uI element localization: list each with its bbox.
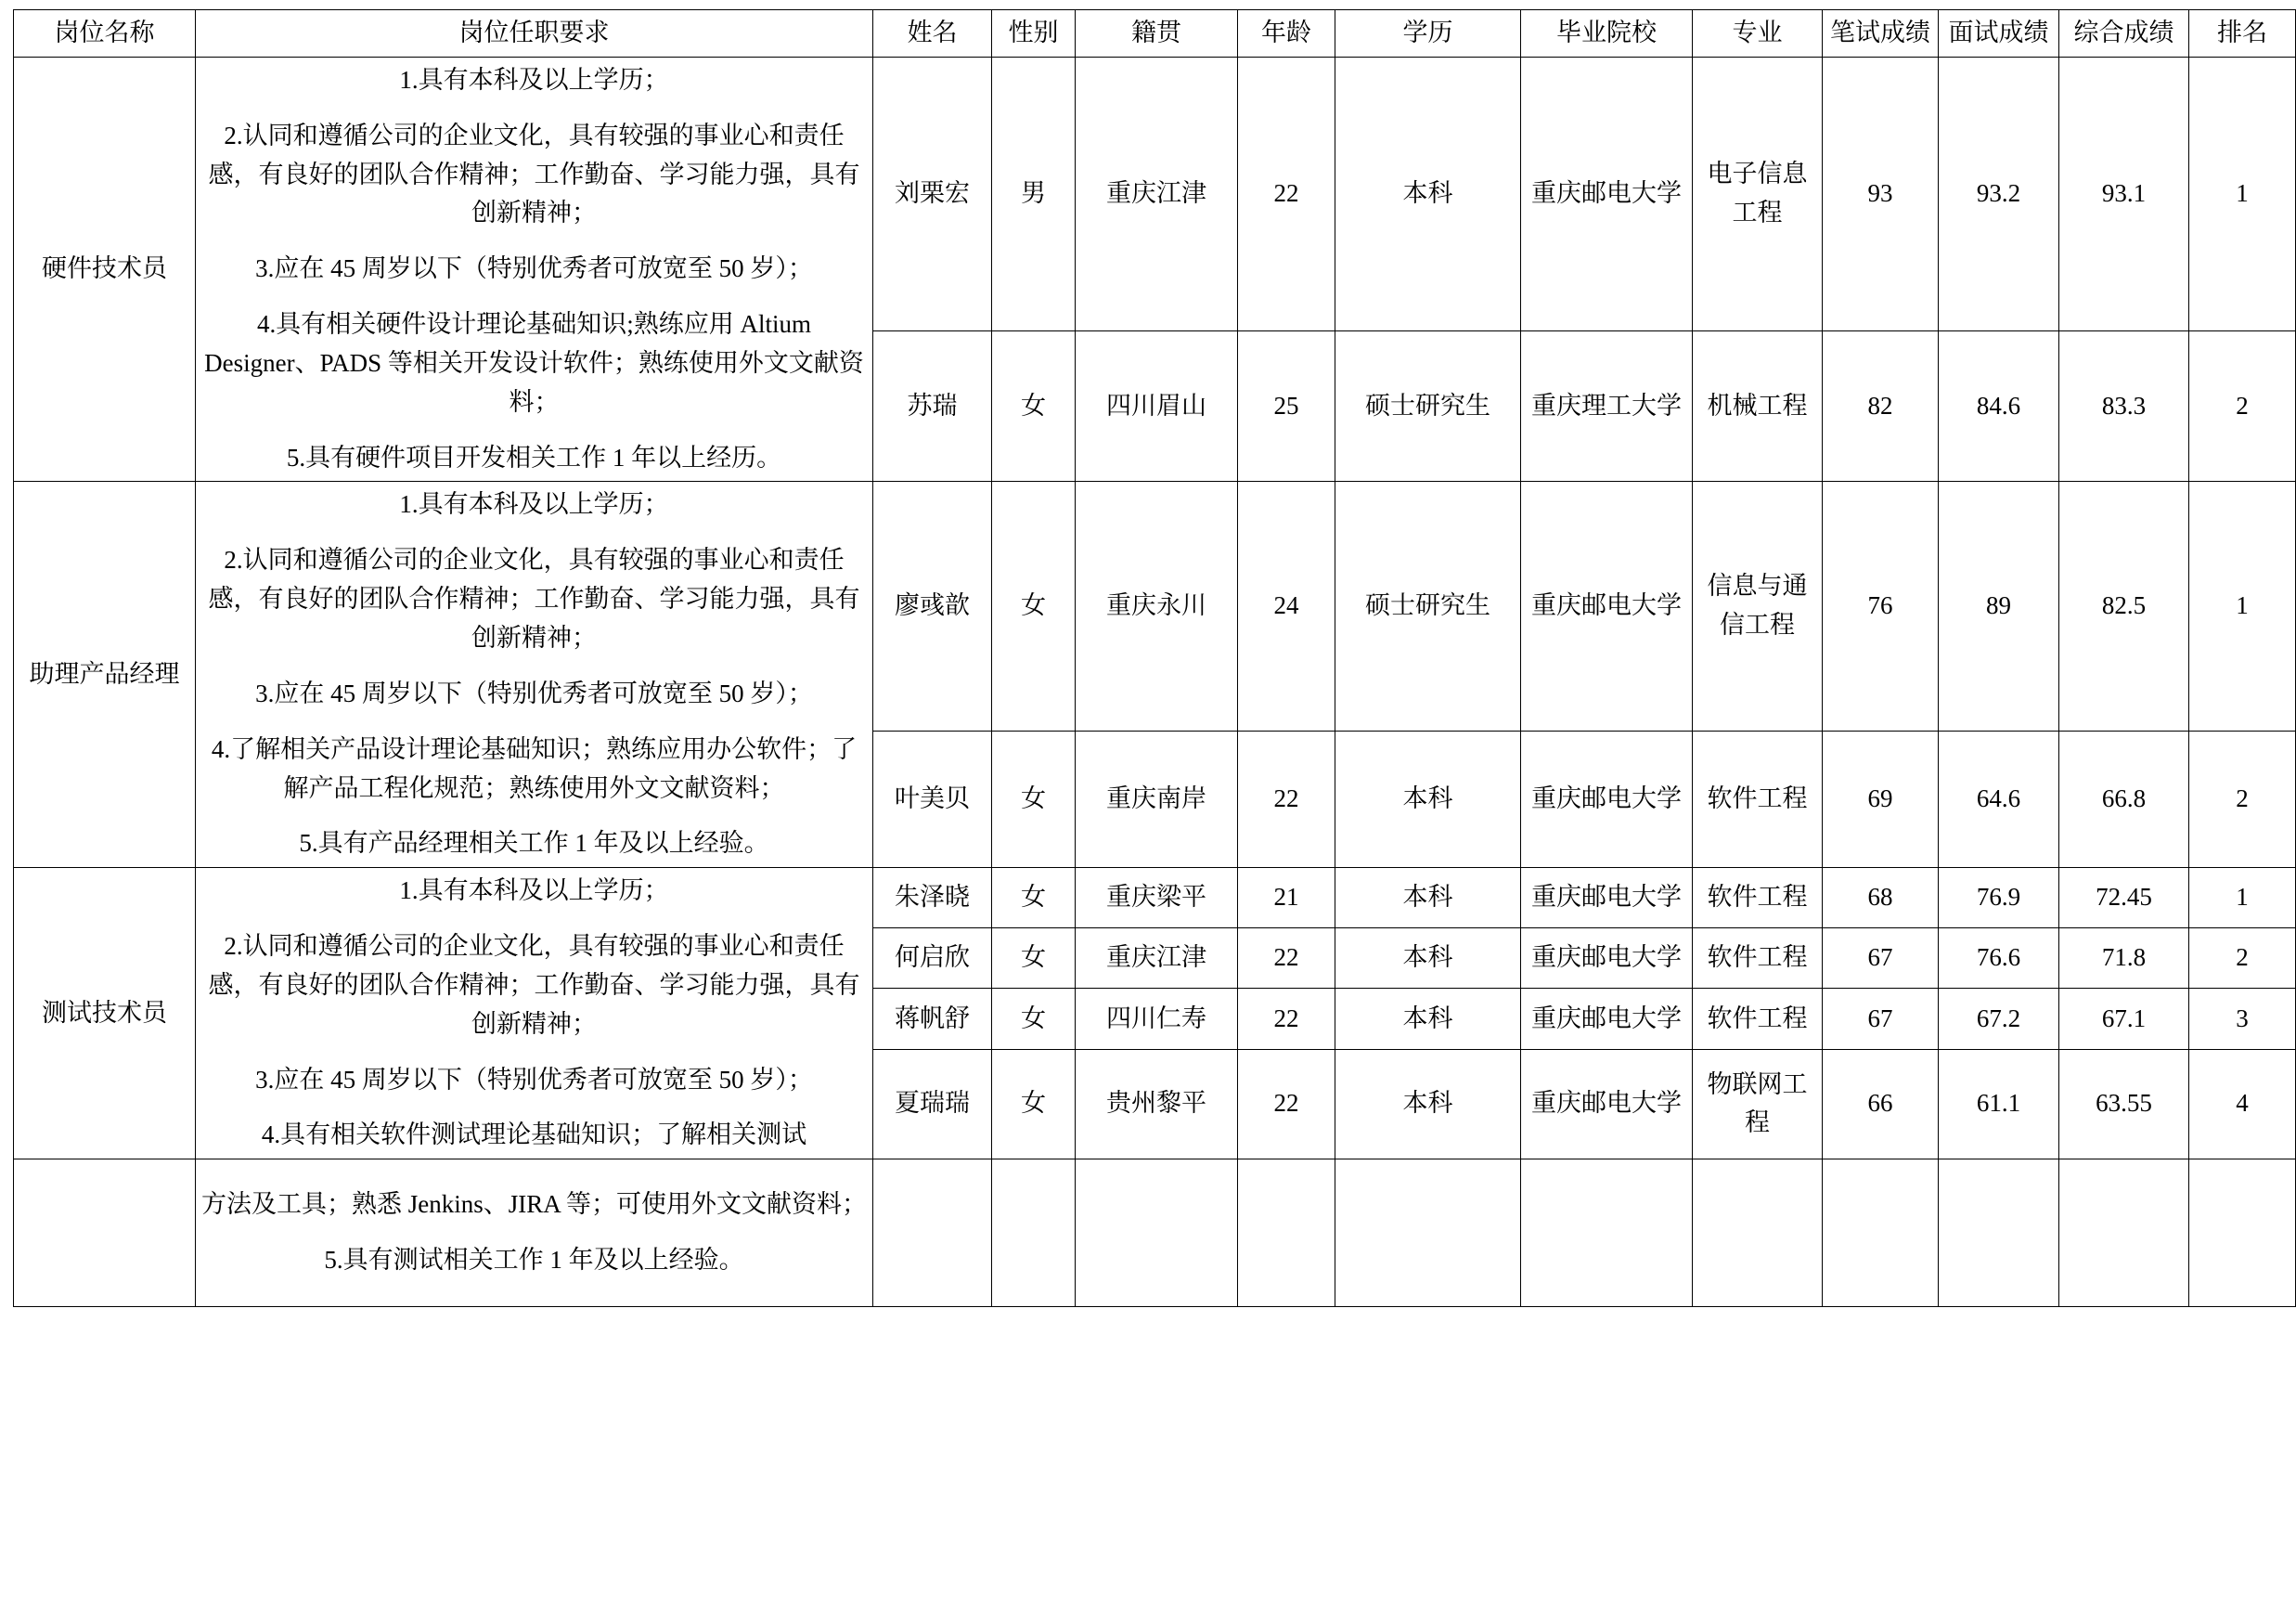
candidate-written-score: 68 <box>1823 868 1939 928</box>
candidate-school: 重庆邮电大学 <box>1521 989 1693 1049</box>
requirement-item: 5.具有测试相关工作 1 年及以上经验。 <box>324 1246 744 1275</box>
requirement-item: 4.具有相关软件测试理论基础知识；了解相关测试 <box>261 1120 807 1149</box>
candidate-rank: 1 <box>2189 482 2296 731</box>
header-age: 年龄 <box>1238 10 1335 58</box>
candidate-school: 重庆邮电大学 <box>1521 1049 1693 1159</box>
candidate-major: 信息与通信工程 <box>1693 482 1823 731</box>
requirements-cell <box>196 482 873 868</box>
header-post-name: 岗位名称 <box>14 10 196 58</box>
candidate-name: 朱泽晓 <box>873 868 992 928</box>
requirement-item: 1.具有本科及以上学历； <box>399 65 669 94</box>
candidate-name: 夏瑞瑞 <box>873 1049 992 1159</box>
candidate-interview-score: 61.1 <box>1939 1049 2059 1159</box>
candidate-interview-score: 84.6 <box>1939 331 2059 482</box>
candidate-education: 硕士研究生 <box>1335 331 1521 482</box>
candidate-interview-score <box>1939 1159 2059 1307</box>
requirement-item: 4.具有相关硬件设计理论基础知识;熟练应用 Altium Designer、PADS 等相关开发设计软件；熟练使用外文文献资料； <box>204 310 864 416</box>
candidate-total-score: 67.1 <box>2059 989 2189 1049</box>
candidate-written-score: 67 <box>1823 989 1939 1049</box>
candidate-age: 24 <box>1238 482 1335 731</box>
requirements-cell <box>196 868 873 1159</box>
candidate-school <box>1521 1159 1693 1307</box>
candidate-written-score: 69 <box>1823 731 1939 867</box>
candidate-rank: 2 <box>2189 928 2296 989</box>
candidate-written-score: 76 <box>1823 482 1939 731</box>
candidate-gender: 女 <box>992 868 1076 928</box>
candidate-name <box>873 1159 992 1307</box>
requirement-item: 3.应在 45 周岁以下（特别优秀者可放宽至 50 岁）； <box>255 1065 813 1094</box>
candidate-school: 重庆邮电大学 <box>1521 868 1693 928</box>
candidate-education: 硕士研究生 <box>1335 482 1521 731</box>
header-school: 毕业院校 <box>1521 10 1693 58</box>
candidate-major: 机械工程 <box>1693 331 1823 482</box>
candidate-origin: 重庆江津 <box>1076 928 1238 989</box>
candidate-major: 物联网工程 <box>1693 1049 1823 1159</box>
header-origin: 籍贯 <box>1076 10 1238 58</box>
table-body <box>14 57 2296 1306</box>
candidate-rank: 2 <box>2189 331 2296 482</box>
requirement-item: 1.具有本科及以上学历； <box>399 490 669 519</box>
candidate-name: 何启欣 <box>873 928 992 989</box>
recruitment-results-table <box>13 9 2296 1307</box>
candidate-age: 22 <box>1238 928 1335 989</box>
candidate-origin: 重庆梁平 <box>1076 868 1238 928</box>
candidate-rank: 4 <box>2189 1049 2296 1159</box>
requirement-item: 5.具有产品经理相关工作 1 年及以上经验。 <box>299 829 769 858</box>
candidate-rank: 3 <box>2189 989 2296 1049</box>
header-name: 姓名 <box>873 10 992 58</box>
requirement-item: 4.了解相关产品设计理论基础知识；熟练应用办公软件；了解产品工程化规范；熟练使用外文文献资料； <box>211 734 858 802</box>
candidate-gender: 女 <box>992 989 1076 1049</box>
table-header <box>14 10 2296 58</box>
candidate-origin: 重庆永川 <box>1076 482 1238 731</box>
candidate-written-score: 67 <box>1823 928 1939 989</box>
candidate-total-score: 82.5 <box>2059 482 2189 731</box>
candidate-origin: 重庆南岸 <box>1076 731 1238 867</box>
candidate-interview-score: 76.9 <box>1939 868 2059 928</box>
requirements-cell <box>196 1159 873 1307</box>
candidate-written-score: 93 <box>1823 57 1939 330</box>
candidate-age <box>1238 1159 1335 1307</box>
candidate-total-score: 93.1 <box>2059 57 2189 330</box>
candidate-total-score: 71.8 <box>2059 928 2189 989</box>
post-name-cell: 助理产品经理 <box>14 482 196 868</box>
candidate-interview-score: 76.6 <box>1939 928 2059 989</box>
candidate-total-score <box>2059 1159 2189 1307</box>
candidate-major: 软件工程 <box>1693 731 1823 867</box>
post-name-cell: 测试技术员 <box>14 868 196 1159</box>
header-rank: 排名 <box>2189 10 2296 58</box>
requirement-item: 3.应在 45 周岁以下（特别优秀者可放宽至 50 岁）； <box>255 254 813 283</box>
candidate-rank: 1 <box>2189 57 2296 330</box>
candidate-age: 21 <box>1238 868 1335 928</box>
candidate-school: 重庆理工大学 <box>1521 331 1693 482</box>
candidate-age: 25 <box>1238 331 1335 482</box>
candidate-origin: 四川眉山 <box>1076 331 1238 482</box>
candidate-interview-score: 93.2 <box>1939 57 2059 330</box>
candidate-origin <box>1076 1159 1238 1307</box>
candidate-gender: 女 <box>992 731 1076 867</box>
candidate-school: 重庆邮电大学 <box>1521 731 1693 867</box>
requirements-cell <box>196 57 873 482</box>
candidate-written-score: 66 <box>1823 1049 1939 1159</box>
requirement-item: 1.具有本科及以上学历； <box>399 876 669 905</box>
candidate-total-score: 66.8 <box>2059 731 2189 867</box>
candidate-education: 本科 <box>1335 1049 1521 1159</box>
requirement-item: 3.应在 45 周岁以下（特别优秀者可放宽至 50 岁）； <box>255 679 813 707</box>
candidate-rank: 1 <box>2189 868 2296 928</box>
table-row <box>14 482 2296 731</box>
candidate-total-score: 72.45 <box>2059 868 2189 928</box>
candidate-name: 叶美贝 <box>873 731 992 867</box>
candidate-major: 软件工程 <box>1693 868 1823 928</box>
candidate-gender: 女 <box>992 482 1076 731</box>
header-written-score: 笔试成绩 <box>1823 10 1939 58</box>
candidate-interview-score: 64.6 <box>1939 731 2059 867</box>
candidate-written-score <box>1823 1159 1939 1307</box>
candidate-name: 蒋帆舒 <box>873 989 992 1049</box>
candidate-education <box>1335 1159 1521 1307</box>
post-name-cell <box>14 1159 196 1307</box>
header-gender: 性别 <box>992 10 1076 58</box>
table-row <box>14 868 2296 928</box>
table-row <box>14 1159 2296 1307</box>
candidate-rank: 2 <box>2189 731 2296 867</box>
candidate-gender: 女 <box>992 331 1076 482</box>
requirement-item: 2.认同和遵循公司的企业文化，具有较强的事业心和责任感，有良好的团队合作精神；工作勤奋、学习能力强，具有创新精神； <box>208 546 860 652</box>
post-name-cell: 硬件技术员 <box>14 57 196 482</box>
table-row <box>14 57 2296 330</box>
candidate-gender: 女 <box>992 1049 1076 1159</box>
candidate-school: 重庆邮电大学 <box>1521 928 1693 989</box>
candidate-school: 重庆邮电大学 <box>1521 57 1693 330</box>
candidate-name: 苏瑞 <box>873 331 992 482</box>
candidate-total-score: 83.3 <box>2059 331 2189 482</box>
requirement-item: 5.具有硬件项目开发相关工作 1 年以上经历。 <box>286 443 782 472</box>
header-education: 学历 <box>1335 10 1521 58</box>
candidate-name: 廖彧歆 <box>873 482 992 731</box>
header-major: 专业 <box>1693 10 1823 58</box>
candidate-education: 本科 <box>1335 989 1521 1049</box>
candidate-written-score: 82 <box>1823 331 1939 482</box>
candidate-age: 22 <box>1238 1049 1335 1159</box>
candidate-interview-score: 67.2 <box>1939 989 2059 1049</box>
candidate-age: 22 <box>1238 989 1335 1049</box>
candidate-total-score: 63.55 <box>2059 1049 2189 1159</box>
candidate-gender: 女 <box>992 928 1076 989</box>
candidate-major: 电子信息工程 <box>1693 57 1823 330</box>
candidate-education: 本科 <box>1335 731 1521 867</box>
requirement-item: 方法及工具；熟悉 Jenkins、JIRA 等；可使用外文文献资料； <box>201 1190 868 1219</box>
candidate-origin: 重庆江津 <box>1076 57 1238 330</box>
candidate-gender: 男 <box>992 57 1076 330</box>
candidate-major <box>1693 1159 1823 1307</box>
candidate-origin: 贵州黎平 <box>1076 1049 1238 1159</box>
candidate-major: 软件工程 <box>1693 989 1823 1049</box>
candidate-major: 软件工程 <box>1693 928 1823 989</box>
candidate-education: 本科 <box>1335 928 1521 989</box>
requirement-item: 2.认同和遵循公司的企业文化，具有较强的事业心和责任感，有良好的团队合作精神；工作勤奋、学习能力强，具有创新精神； <box>208 932 860 1038</box>
header-total-score: 综合成绩 <box>2059 10 2189 58</box>
candidate-education: 本科 <box>1335 57 1521 330</box>
candidate-interview-score: 89 <box>1939 482 2059 731</box>
candidate-age: 22 <box>1238 731 1335 867</box>
candidate-school: 重庆邮电大学 <box>1521 482 1693 731</box>
requirement-item: 2.认同和遵循公司的企业文化，具有较强的事业心和责任感，有良好的团队合作精神；工作勤奋、学习能力强，具有创新精神； <box>208 121 860 227</box>
candidate-gender <box>992 1159 1076 1307</box>
candidate-rank <box>2189 1159 2296 1307</box>
table-header-row <box>14 10 2296 58</box>
candidate-origin: 四川仁寿 <box>1076 989 1238 1049</box>
candidate-name: 刘栗宏 <box>873 57 992 330</box>
header-interview-score: 面试成绩 <box>1939 10 2059 58</box>
header-requirements: 岗位任职要求 <box>196 10 873 58</box>
candidate-age: 22 <box>1238 57 1335 330</box>
candidate-education: 本科 <box>1335 868 1521 928</box>
